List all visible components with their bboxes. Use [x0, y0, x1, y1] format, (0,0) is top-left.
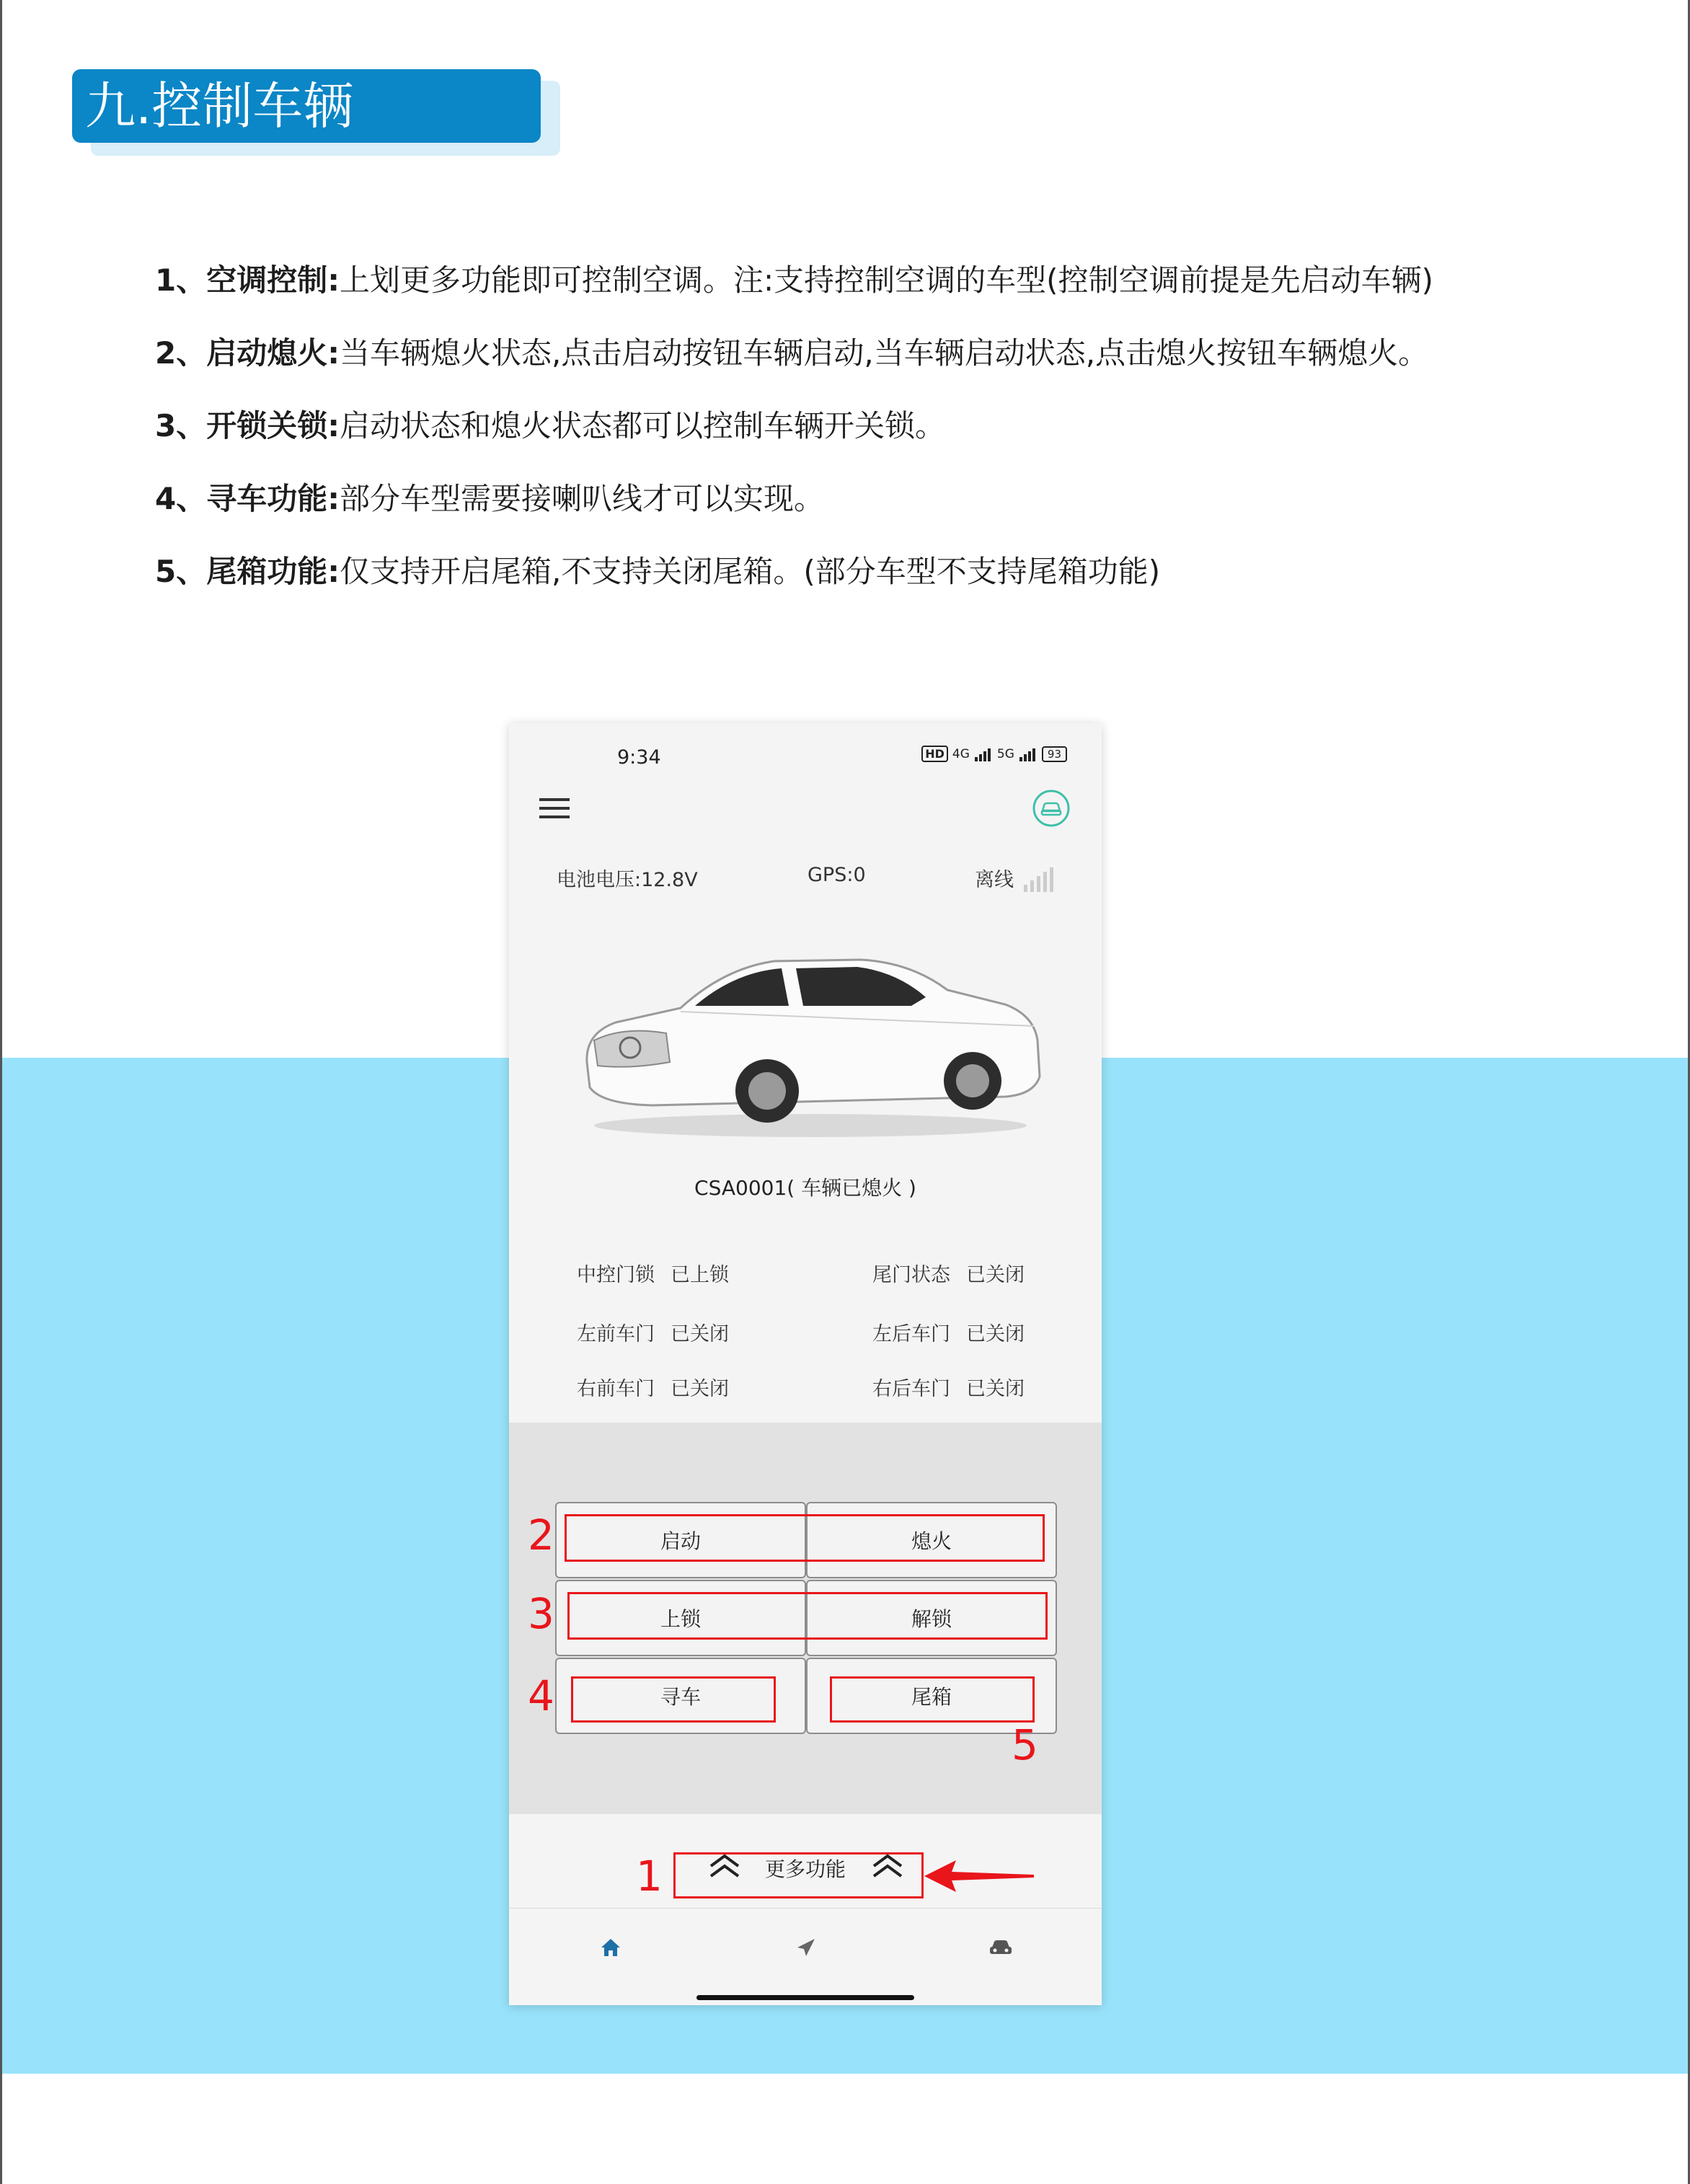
info-label: 中控门锁 — [577, 1264, 655, 1286]
intro-term: 3、开锁关锁: — [155, 408, 340, 443]
vehicle-image — [572, 940, 1041, 1141]
battery-icon: 93 — [1042, 746, 1067, 762]
annotation-box-start-stop — [565, 1514, 1045, 1562]
signal-icon — [1019, 747, 1038, 761]
info-value: 已关闭 — [966, 1264, 1025, 1286]
annotation-number-4: 4 — [528, 1671, 554, 1720]
more-functions-bar[interactable] — [509, 1814, 1102, 1908]
annotation-number-1: 1 — [636, 1852, 663, 1901]
send-icon[interactable] — [795, 1937, 816, 1958]
info-value: 已关闭 — [671, 1378, 729, 1400]
info-tailgate — [872, 1259, 1025, 1287]
network-5g-icon: 5G — [996, 746, 1014, 761]
info-value: 已关闭 — [966, 1378, 1025, 1400]
stop-button[interactable]: 熄火 — [806, 1502, 1057, 1578]
intro-item — [155, 544, 1633, 616]
status-time: 9:34 — [617, 746, 661, 769]
intro-term: 4、寻车功能: — [155, 481, 340, 516]
signal-icon — [974, 747, 993, 761]
lock-button[interactable]: 上锁 — [555, 1580, 806, 1656]
intro-item — [155, 398, 1633, 471]
info-right-front-door — [577, 1373, 729, 1401]
annotation-number-2: 2 — [528, 1511, 554, 1560]
unlock-button[interactable]: 解锁 — [806, 1580, 1057, 1656]
control-panel — [509, 1423, 1102, 1814]
annotation-number-5: 5 — [1012, 1720, 1038, 1769]
info-central-lock — [577, 1259, 729, 1287]
intro-text: 仅支持开启尾箱,不支持关闭尾箱。(部分车型不支持尾箱功能) — [340, 554, 1161, 589]
intro-item — [155, 325, 1633, 398]
info-label: 尾门状态 — [872, 1264, 950, 1286]
gps-count: GPS:0 — [808, 864, 866, 886]
intro-term: 1、空调控制: — [155, 262, 340, 298]
section-title: 九.控制车辆 — [85, 76, 354, 136]
online-status: 离线 — [975, 869, 1014, 891]
phone-screenshot — [509, 723, 1102, 2005]
info-value: 已上锁 — [671, 1264, 729, 1286]
info-label: 右前车门 — [577, 1378, 655, 1400]
start-button[interactable]: 启动 — [555, 1502, 806, 1578]
info-left-front-door — [577, 1318, 729, 1346]
bottom-navigation — [509, 1908, 1102, 2005]
home-icon[interactable] — [600, 1937, 621, 1958]
intro-text: 启动状态和熄火状态都可以控制车辆开关锁。 — [340, 408, 946, 443]
info-value: 已关闭 — [671, 1323, 729, 1345]
intro-item — [155, 471, 1633, 544]
annotation-box-trunk — [830, 1676, 1035, 1723]
info-value: 已关闭 — [966, 1323, 1025, 1345]
menu-icon[interactable] — [539, 797, 570, 820]
status-icons — [921, 746, 1067, 762]
find-car-button[interactable]: 寻车 — [555, 1658, 806, 1734]
intro-term: 5、尾箱功能: — [155, 554, 340, 589]
intro-text: 上划更多功能即可控制空调。注:支持控制空调的车型(控制空调前提是先启动车辆) — [340, 262, 1433, 298]
info-label: 左后车门 — [872, 1323, 950, 1345]
intro-term: 2、启动熄火: — [155, 335, 340, 371]
network-4g-icon: 4G — [952, 746, 970, 761]
car-icon[interactable] — [988, 1937, 1014, 1958]
annotation-box-lock-unlock — [567, 1592, 1048, 1640]
info-label: 左前车门 — [577, 1323, 655, 1345]
annotation-box-find — [571, 1676, 776, 1723]
battery-voltage: 电池电压:12.8V — [557, 869, 698, 891]
info-right-rear-door — [872, 1373, 1025, 1401]
home-indicator — [696, 1995, 914, 2000]
annotation-arrow-icon — [921, 1857, 1037, 1895]
vehicle-switch-icon[interactable] — [1032, 790, 1070, 827]
vehicle-status-title: CSA0001( 车辆已熄火 ) — [694, 1176, 916, 1200]
annotation-box-more — [673, 1852, 924, 1898]
intro-list — [155, 252, 1633, 616]
info-label: 右后车门 — [872, 1378, 950, 1400]
intro-text: 当车辆熄火状态,点击启动按钮车辆启动,当车辆启动状态,点击熄火按钮车辆熄火。 — [340, 335, 1429, 371]
trunk-button[interactable]: 尾箱 — [806, 1658, 1057, 1734]
intro-item — [155, 252, 1633, 325]
intro-text: 部分车型需要接喇叭线才可以实现。 — [340, 481, 825, 516]
more-functions-label[interactable]: 更多功能 — [764, 1857, 846, 1881]
annotation-number-3: 3 — [528, 1589, 554, 1638]
hd-icon: HD — [921, 746, 948, 762]
offline-signal-icon — [1022, 866, 1054, 892]
info-left-rear-door — [872, 1318, 1025, 1346]
